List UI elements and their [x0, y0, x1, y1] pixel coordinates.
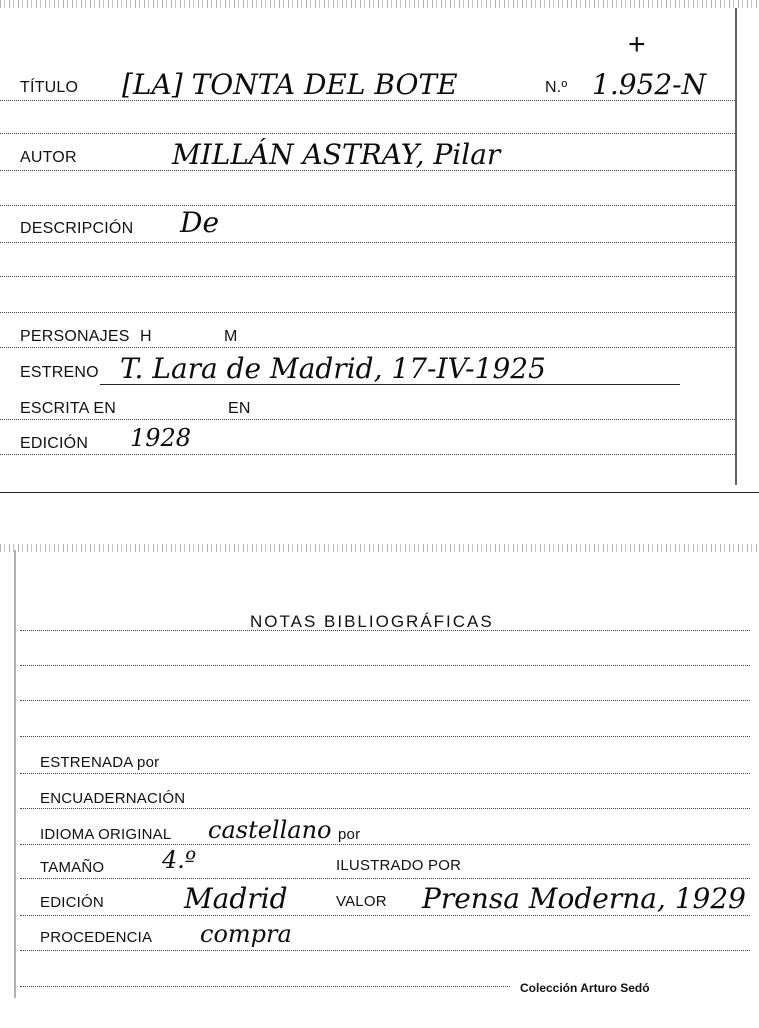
autor-value: MILLÁN ASTRAY, Pilar — [172, 138, 501, 171]
corner-mark: + — [628, 28, 646, 61]
rule-line — [20, 700, 750, 701]
rule-line — [0, 454, 735, 455]
rule-line — [0, 170, 735, 171]
rule-line — [20, 844, 750, 845]
idioma-label: IDIOMA ORIGINAL — [40, 826, 172, 843]
edicion-bottom-label: EDICIÓN — [40, 894, 104, 911]
titulo-label: TÍTULO — [20, 79, 79, 96]
rule-line — [20, 986, 510, 987]
rule-line — [0, 276, 735, 277]
autor-label: AUTOR — [20, 149, 77, 166]
valor-value: Prensa Moderna, 1929 — [422, 882, 746, 915]
numero-label: N.º — [545, 79, 568, 96]
personajes-h-label: H — [140, 328, 152, 345]
personajes-label: PERSONAJES — [20, 328, 130, 345]
descripcion-label: DESCRIPCIÓN — [20, 220, 134, 237]
rule-line — [20, 878, 750, 879]
descripcion-value: De — [180, 206, 220, 239]
rule-line — [0, 242, 735, 243]
procedencia-value: compra — [200, 920, 292, 948]
rule-line — [0, 133, 735, 134]
estreno-underline — [100, 384, 680, 385]
rule-line — [20, 665, 750, 666]
rule-line — [0, 347, 735, 348]
estrenada-label: ESTRENADA por — [40, 754, 160, 771]
rule-line — [20, 915, 750, 916]
estreno-label: ESTRENO — [20, 364, 99, 381]
edicion-bottom-value: Madrid — [184, 882, 288, 915]
collection-footer: Colección Arturo Sedó — [520, 981, 650, 995]
tamano-label: TAMAÑO — [40, 859, 105, 876]
idioma-value: castellano — [208, 816, 332, 844]
edicion-value: 1928 — [130, 424, 192, 452]
procedencia-label: PROCEDENCIA — [40, 929, 153, 946]
tamano-value: 4.º — [162, 846, 197, 874]
ilustrado-label: ILUSTRADO POR — [336, 857, 462, 874]
catalog-card-bottom — [0, 540, 759, 1028]
escrita-en-label: ESCRITA EN — [20, 400, 116, 417]
rule-line — [0, 205, 735, 206]
rule-line — [0, 312, 735, 313]
estreno-value: T. Lara de Madrid, 17-IV-1925 — [120, 352, 546, 385]
edicion-label: EDICIÓN — [20, 435, 89, 452]
card-bottom-edge — [0, 492, 759, 493]
top-edge-speckle — [0, 0, 759, 8]
rule-line — [20, 950, 750, 951]
top-edge-speckle — [0, 544, 759, 552]
notas-heading: NOTAS BIBLIOGRÁFICAS — [250, 612, 494, 631]
personajes-m-label: M — [224, 328, 238, 345]
rule-line — [0, 100, 735, 101]
rule-line — [0, 419, 735, 420]
catalog-card-top — [0, 0, 759, 495]
valor-label: VALOR — [336, 893, 387, 910]
rule-line — [20, 736, 750, 737]
rule-line — [20, 808, 750, 809]
titulo-value: [LA] TONTA DEL BOTE — [122, 68, 458, 101]
numero-value: 1.952-N — [592, 68, 707, 101]
escrita-en-second-label: EN — [228, 400, 251, 417]
right-card-edge — [735, 8, 737, 485]
rule-line — [20, 773, 750, 774]
left-card-edge — [14, 550, 16, 998]
encuadernacion-label: ENCUADERNACIÓN — [40, 790, 186, 807]
idioma-por-label: por — [338, 826, 361, 843]
rule-line — [20, 630, 750, 631]
